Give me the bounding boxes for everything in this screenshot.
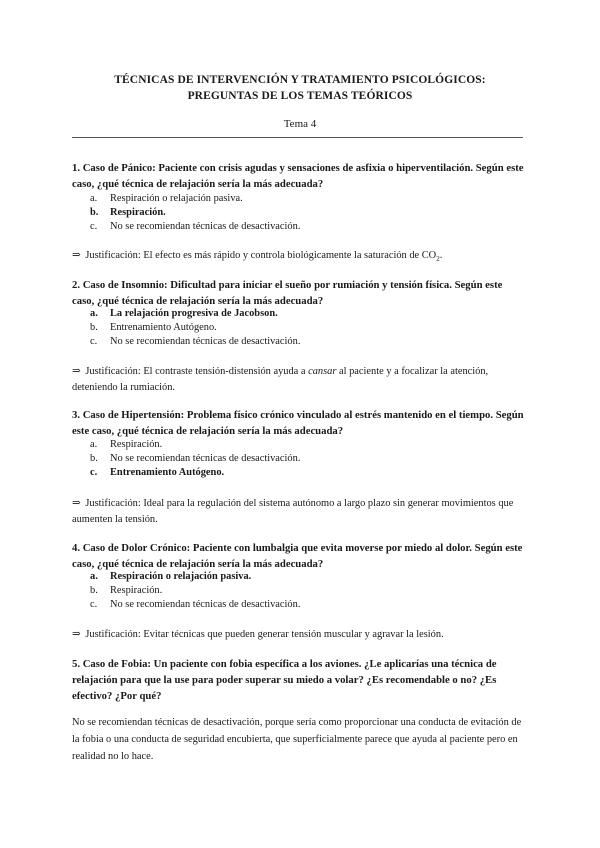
- q3-option-a-letter: a.: [90, 439, 98, 450]
- q3-option-c-letter: c.: [90, 467, 98, 478]
- q2-justification-emphasis: cansar: [308, 366, 337, 377]
- q3-option-c-text: Entrenamiento Autógeno.: [110, 467, 225, 478]
- q1-justification-subscript: 2: [436, 255, 440, 264]
- q4-justification: [72, 627, 528, 643]
- q3-option-c: [90, 466, 224, 480]
- q2-option-c-text: No se recomiendan técnicas de desactivación.: [110, 336, 301, 347]
- tema-label: Tema 4: [283, 118, 317, 130]
- q2-option-a: [90, 307, 278, 321]
- arrow-icon: ⇒: [72, 366, 81, 377]
- q3-option-b-text: No se recomiendan técnicas de desactivación.: [110, 453, 301, 464]
- q2-option-b-letter: b.: [90, 322, 98, 333]
- q1-justification-end: .: [439, 250, 443, 261]
- q2-justification-text-a: Justificación: El contraste tensión-distensión ayuda a: [85, 366, 306, 377]
- question-3: 3. Caso de Hipertensión: Problema físico crónico vinculado al estrés mantenido en el tiempo. Según este caso, ¿qué técnica de relajación sería la más adecuada?: [72, 409, 524, 437]
- q2-option-a-text: La relajación progresiva de Jacobson.: [110, 308, 278, 319]
- q1-justification: [72, 248, 528, 267]
- q3-option-a: [90, 438, 162, 452]
- q2-justification: [72, 364, 528, 396]
- q4-option-c: [90, 598, 300, 612]
- q2-justification-text-b: al paciente y a focalizar la atención, deteniendo la rumiación.: [72, 366, 489, 393]
- q3-option-b: [90, 452, 300, 466]
- question-2: 2. Caso de Insomnio: Dificultad para iniciar el sueño por rumiación y tensión física. Según este caso, ¿qué técnica de relajación sería la más adecuada?: [72, 279, 503, 307]
- q2-option-b-text: Entrenamiento Autógeno.: [110, 322, 217, 333]
- q1-option-a: [90, 192, 243, 206]
- q1-option-c-text: No se recomiendan técnicas de desactivación.: [110, 221, 301, 232]
- q4-justification-text: Justificación: Evitar técnicas que pueden generar tensión muscular y agravar la lesión.: [85, 629, 444, 640]
- q1-option-a-letter: a.: [90, 193, 98, 204]
- q4-option-a-text: Respiración o relajación pasiva.: [110, 571, 252, 582]
- q4-option-c-letter: c.: [90, 599, 98, 610]
- q1-option-b-letter: b.: [90, 207, 99, 218]
- question-5: 5. Caso de Fobia: Un paciente con fobia específica a los aviones. ¿Le aplicarías una técnica de relajación para que la use para poder superar su miedo a volar? ¿Es recomendable o no? ¿Es efectivo? ¿Por qué?: [72, 658, 497, 702]
- q4-option-b: [90, 584, 162, 598]
- q4-option-a-letter: a.: [90, 571, 98, 582]
- document-title-line1: TÉCNICAS DE INTERVENCIÓN Y TRATAMIENTO PSICOLÓGICOS:: [114, 74, 486, 86]
- q4-option-b-text: Respiración.: [110, 585, 163, 596]
- q2-option-a-letter: a.: [90, 308, 98, 319]
- q3-option-b-letter: b.: [90, 453, 98, 464]
- q1-option-c: [90, 220, 300, 234]
- q3-justification: [72, 496, 528, 528]
- q1-option-a-text: Respiración o relajación pasiva.: [110, 193, 243, 204]
- q2-option-c-letter: c.: [90, 336, 98, 347]
- arrow-icon: ⇒: [72, 629, 81, 640]
- arrow-icon: ⇒: [72, 250, 81, 261]
- q4-option-b-letter: b.: [90, 585, 98, 596]
- q3-option-a-text: Respiración.: [110, 439, 163, 450]
- q1-option-b-text: Respiración.: [110, 207, 166, 218]
- arrow-icon: ⇒: [72, 498, 81, 509]
- question-1: 1. Caso de Pánico: Paciente con crisis agudas y sensaciones de asfixia o hiperventilación. Según este caso, ¿qué técnica de relajación sería la más adecuada?: [72, 162, 524, 190]
- q4-option-a: [90, 570, 251, 584]
- q3-justification-text: Justificación: Ideal para la regulación del sistema autónomo a largo plazo sin generar movimientos que aumenten la tensión.: [72, 498, 514, 525]
- q1-justification-text: Justificación: El efecto es más rápido y controla biológicamente la saturación de CO: [85, 250, 437, 261]
- question-4: 4. Caso de Dolor Crónico: Paciente con lumbalgia que evita moverse por miedo al dolor. Según este caso, ¿qué técnica de relajación sería la más adecuada?: [72, 542, 523, 570]
- document-title-line2: PREGUNTAS DE LOS TEMAS TEÓRICOS: [187, 90, 413, 102]
- q4-option-c-text: No se recomiendan técnicas de desactivación.: [110, 599, 301, 610]
- q2-option-c: [90, 335, 300, 349]
- q5-answer: No se recomiendan técnicas de desactivación, porque sería como proporcionar una conducta de evitación de la fobia o una conducta de seguridad encubierta, que superficialmente parece que ayuda al paciente pero en realidad no lo hace.: [72, 717, 522, 762]
- q2-option-b: [90, 321, 217, 335]
- q1-option-b: [90, 206, 166, 220]
- header-divider: [72, 137, 523, 138]
- q1-option-c-letter: c.: [90, 221, 98, 232]
